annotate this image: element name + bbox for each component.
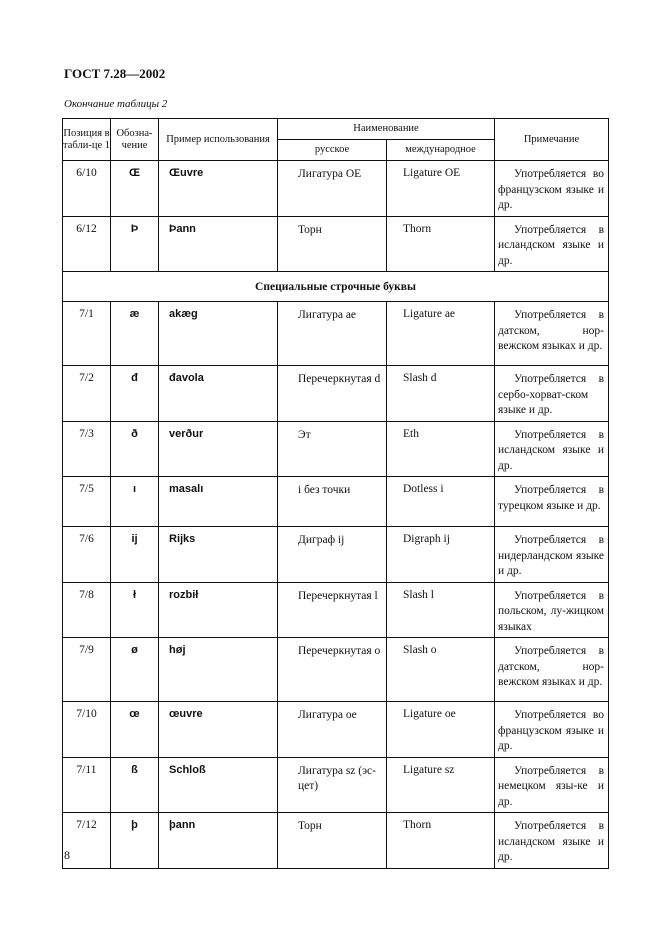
document-header: ГОСТ 7.28—2002	[64, 66, 166, 81]
example-cell: rozbił	[159, 582, 278, 638]
designation-cell: æ	[111, 302, 159, 366]
example-cell: þann	[159, 813, 278, 869]
designation-cell: ß	[111, 757, 159, 813]
col-header-designation: Обозна-чение	[111, 119, 159, 161]
name-intl-cell: Ligature OE	[387, 161, 495, 217]
example-cell: œuvre	[159, 702, 278, 758]
designation-cell: œ	[111, 702, 159, 758]
designation-cell: Þ	[111, 216, 159, 272]
name-intl-cell: Slash l	[387, 582, 495, 638]
table-row	[63, 813, 609, 869]
characters-table	[62, 118, 609, 869]
name-intl-cell: Ligature ae	[387, 302, 495, 366]
example-cell: Rĳks	[159, 527, 278, 583]
name-intl-cell: Ligature oe	[387, 702, 495, 758]
table-row	[63, 421, 609, 477]
position-cell: 7/1	[63, 302, 111, 366]
table-row	[63, 477, 609, 527]
note-cell: Употребляется в датском, нор-вежском языках и др.	[495, 302, 609, 366]
note-cell: Употребляется в датском, нор-вежском языках и др.	[495, 638, 609, 702]
designation-cell: Œ	[111, 161, 159, 217]
name-ru-cell: Перечеркнутая o	[278, 638, 387, 702]
note-cell: Употребляется в немецком язы-ке и др.	[495, 757, 609, 813]
table-caption: Окончание таблицы 2	[64, 98, 168, 110]
position-cell: 7/9	[63, 638, 111, 702]
name-ru-cell: Лигатура oe	[278, 702, 387, 758]
position-cell: 7/2	[63, 366, 111, 422]
example-cell: akæg	[159, 302, 278, 366]
example-cell: verður	[159, 421, 278, 477]
example-cell: Þann	[159, 216, 278, 272]
name-ru-cell: Диграф ij	[278, 527, 387, 583]
note-cell: Употребляется в польском, лу-жицком языках	[495, 582, 609, 638]
name-ru-cell: Перечеркнутая d	[278, 366, 387, 422]
position-cell: 6/10	[63, 161, 111, 217]
position-cell: 7/8	[63, 582, 111, 638]
col-header-name-intl: международное	[387, 140, 495, 161]
name-ru-cell: Лигатура sz (эс-цет)	[278, 757, 387, 813]
example-cell: masalı	[159, 477, 278, 527]
col-header-name-ru: русское	[278, 140, 387, 161]
table-row	[63, 702, 609, 758]
position-cell: 7/6	[63, 527, 111, 583]
name-intl-cell: Ligature sz	[387, 757, 495, 813]
section-title: Специальные строчные буквы	[63, 272, 609, 302]
designation-cell: ð	[111, 421, 159, 477]
designation-cell: ı	[111, 477, 159, 527]
col-header-position: Позиция в табли-це 1	[63, 119, 111, 161]
designation-cell: ł	[111, 582, 159, 638]
name-intl-cell: Slash o	[387, 638, 495, 702]
table-row	[63, 216, 609, 272]
name-ru-cell: Лигатура ae	[278, 302, 387, 366]
page-number: 8	[64, 848, 70, 862]
table-row	[63, 302, 609, 366]
name-ru-cell: i без точки	[278, 477, 387, 527]
name-ru-cell: Перечеркнутая l	[278, 582, 387, 638]
col-header-name: Наименование	[278, 119, 495, 140]
table-row	[63, 527, 609, 583]
designation-cell: þ	[111, 813, 159, 869]
note-cell: Употребляется в исландском языке и др.	[495, 216, 609, 272]
designation-cell: ĳ	[111, 527, 159, 583]
position-cell: 6/12	[63, 216, 111, 272]
col-header-note: Примечание	[495, 119, 609, 161]
table-row	[63, 638, 609, 702]
name-intl-cell: Slash d	[387, 366, 495, 422]
name-ru-cell: Торн	[278, 216, 387, 272]
col-header-example: Пример использования	[159, 119, 278, 161]
position-cell: 7/10	[63, 702, 111, 758]
note-cell: Употребляется в сербо-хорват-ском языке и др.	[495, 366, 609, 422]
name-intl-cell: Thorn	[387, 216, 495, 272]
note-cell: Употребляется во французском языке и др.	[495, 161, 609, 217]
note-cell: Употребляется во французском языке и др.	[495, 702, 609, 758]
name-intl-cell: Digraph ij	[387, 527, 495, 583]
note-cell: Употребляется в исландском языке и др.	[495, 813, 609, 869]
example-cell: đavola	[159, 366, 278, 422]
name-ru-cell: Эт	[278, 421, 387, 477]
name-intl-cell: Dotless i	[387, 477, 495, 527]
table-row	[63, 582, 609, 638]
example-cell: Schloß	[159, 757, 278, 813]
note-cell: Употребляется в нидерландском языке и др.	[495, 527, 609, 583]
note-cell: Употребляется в турецком языке и др.	[495, 477, 609, 527]
name-intl-cell: Thorn	[387, 813, 495, 869]
position-cell: 7/3	[63, 421, 111, 477]
name-ru-cell: Лигатура OE	[278, 161, 387, 217]
designation-cell: đ	[111, 366, 159, 422]
table-row	[63, 757, 609, 813]
name-intl-cell: Eth	[387, 421, 495, 477]
name-ru-cell: Торн	[278, 813, 387, 869]
position-cell: 7/12	[63, 813, 111, 869]
table-row	[63, 161, 609, 217]
example-cell: høj	[159, 638, 278, 702]
table-row	[63, 366, 609, 422]
example-cell: Œuvre	[159, 161, 278, 217]
note-cell: Употребляется в исландском языке и др.	[495, 421, 609, 477]
position-cell: 7/11	[63, 757, 111, 813]
position-cell: 7/5	[63, 477, 111, 527]
designation-cell: ø	[111, 638, 159, 702]
